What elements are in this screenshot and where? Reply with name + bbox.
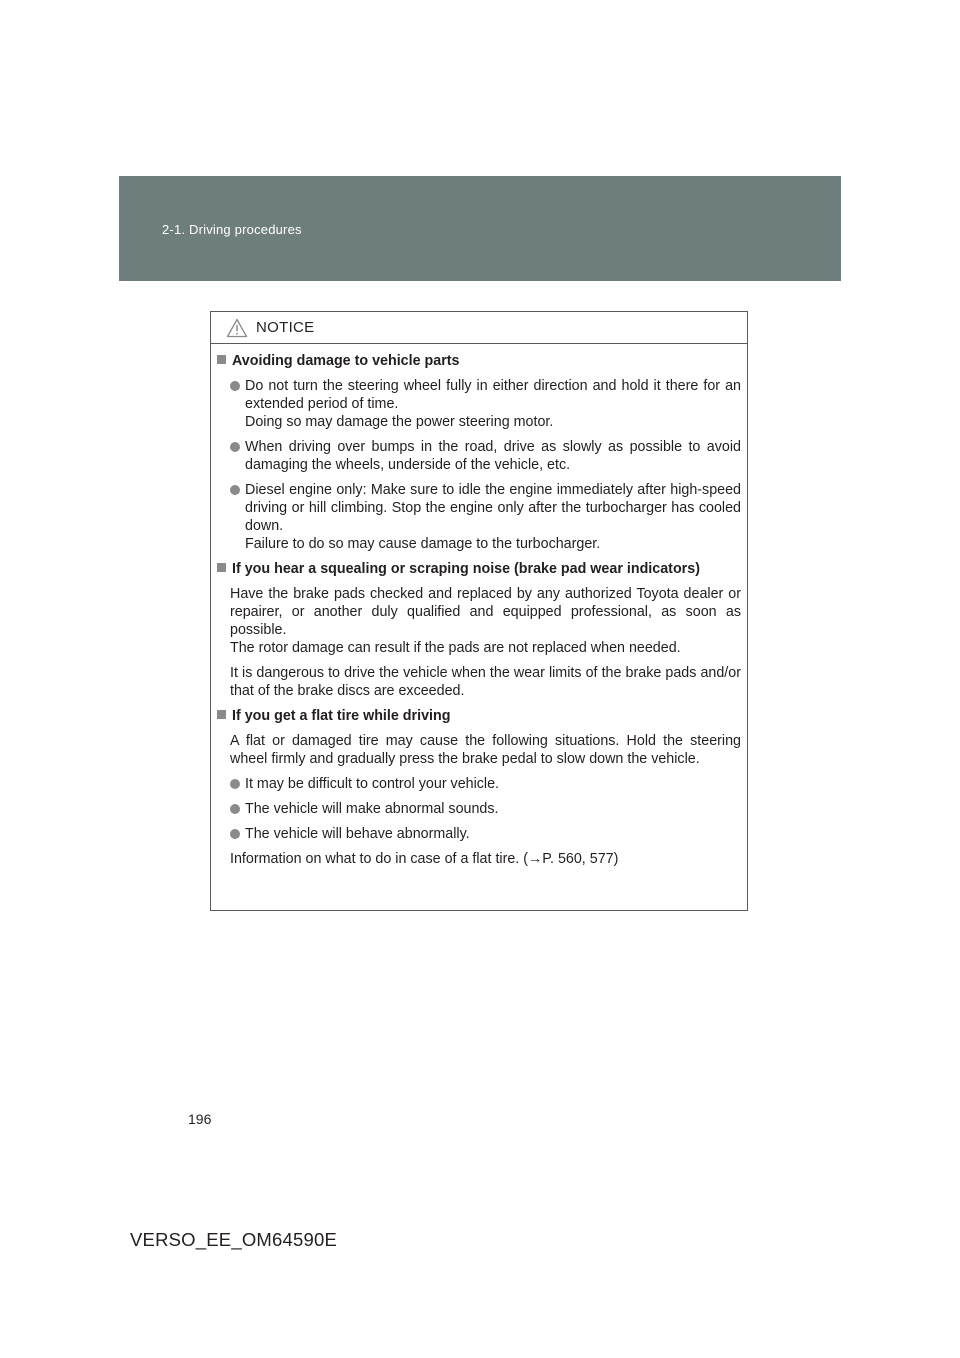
paragraph: Have the brake pads checked and replaced by any authorized Toyota dealer or repairer, or another duly qualified and equipped professional, as soon as possible. The rotor damage can result if the pads are not replaced when needed. bbox=[230, 586, 741, 656]
bullet-text: Do not turn the steering wheel fully in either direction and hold it there for an extended period of time. bbox=[245, 378, 741, 412]
section-title: 2-1. Driving procedures bbox=[162, 222, 302, 237]
page-number: 196 bbox=[188, 1111, 212, 1127]
bullet-text: The vehicle will behave abnormally. bbox=[245, 826, 470, 842]
paragraph: Information on what to do in case of a flat tire. (→P. 560, 577) bbox=[230, 851, 619, 867]
paragraph: A flat or damaged tire may cause the following situations. Hold the steering wheel firmly and gradually press the brake pedal to slow down the vehicle. bbox=[230, 733, 741, 767]
section-heading: If you hear a squealing or scraping noise (brake pad wear indicators) bbox=[217, 560, 741, 578]
notice-body bbox=[211, 344, 747, 868]
paragraph: It is dangerous to drive the vehicle when the wear limits of the brake pads and/or that of the brake discs are exceeded. bbox=[230, 665, 741, 699]
round-bullet-icon bbox=[230, 829, 240, 839]
notice-box bbox=[210, 311, 748, 911]
bullet-text: The vehicle will make abnormal sounds. bbox=[245, 801, 499, 817]
warning-triangle-icon bbox=[226, 318, 248, 338]
bullet-text: Diesel engine only: Make sure to idle the engine immediately after high-speed driving or hill climbing. Stop the engine only after the turbocharger has cooled down. bbox=[245, 482, 741, 534]
list-item bbox=[230, 800, 741, 818]
square-bullet-icon bbox=[217, 355, 226, 364]
list-item bbox=[230, 775, 741, 793]
bullet-text: It may be difficult to control your vehicle. bbox=[245, 776, 500, 792]
list-item bbox=[230, 438, 741, 474]
list-item bbox=[230, 825, 741, 843]
list-item bbox=[230, 377, 741, 431]
round-bullet-icon bbox=[230, 779, 240, 789]
section-heading: If you get a flat tire while driving bbox=[217, 707, 741, 725]
bullet-text: Doing so may damage the power steering motor. bbox=[245, 414, 554, 430]
round-bullet-icon bbox=[230, 485, 240, 495]
list-item bbox=[230, 481, 741, 553]
notice-header bbox=[211, 312, 747, 344]
square-bullet-icon bbox=[217, 563, 226, 572]
round-bullet-icon bbox=[230, 804, 240, 814]
round-bullet-icon bbox=[230, 381, 240, 391]
header-band bbox=[119, 176, 841, 281]
bullet-text: When driving over bumps in the road, drive as slowly as possible to avoid damaging the wheels, underside of the vehicle, etc. bbox=[245, 439, 741, 473]
notice-title: NOTICE bbox=[256, 319, 315, 336]
document-code: VERSO_EE_OM64590E bbox=[130, 1229, 338, 1250]
section-heading: Avoiding damage to vehicle parts bbox=[217, 352, 741, 370]
bullet-text: Failure to do so may cause damage to the turbocharger. bbox=[245, 536, 601, 552]
round-bullet-icon bbox=[230, 442, 240, 452]
square-bullet-icon bbox=[217, 710, 226, 719]
